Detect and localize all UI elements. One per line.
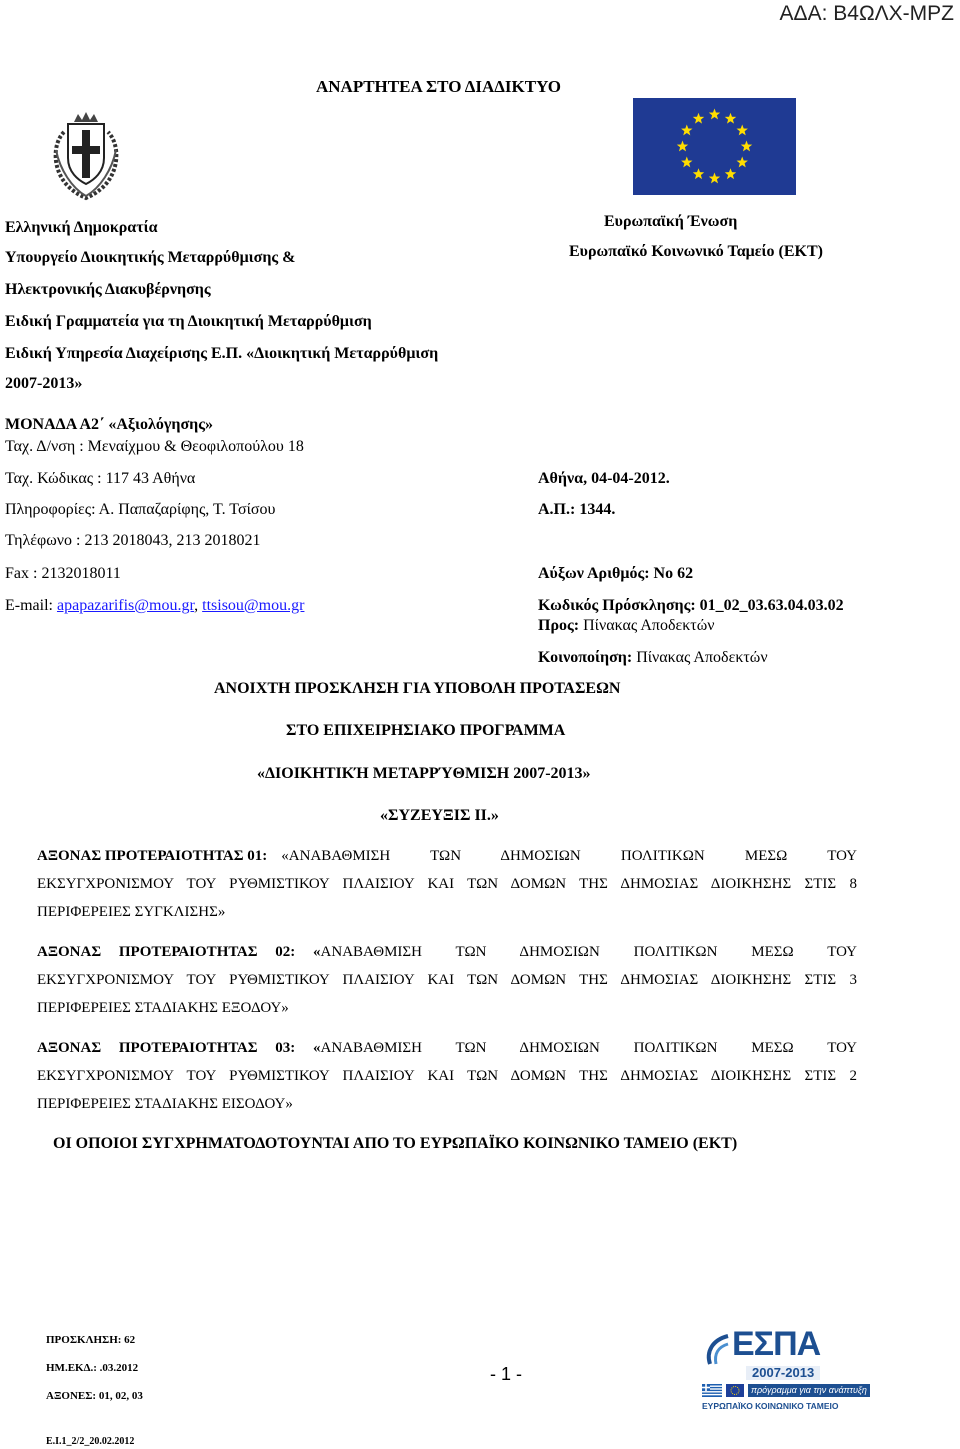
title-line-1: ΑΝΟΙΧΤΗ ΠΡΟΣΚΛΗΣΗ ΓΙΑ ΥΠΟΒΟΛΗ ΠΡΟΤΑΣΕΩΝ xyxy=(214,680,621,697)
espa-slogan: πρόγραμμα για την ανάπτυξη xyxy=(748,1384,870,1397)
axis-1-line-1: «ΑΝΑΒΑΘΜΙΣΗ ΤΩΝ ΔΗΜΟΣΙΩΝ ΠΟΛΙΤΙΚΩΝ ΜΕΣΩ ΤΟΥ xyxy=(281,848,857,864)
axis-2-line-3: ΠΕΡΙΦΕΡΕΙΕΣ ΣΤΑΔΙΑΚΗΣ ΕΞΟΔΟΥ» xyxy=(37,1000,289,1016)
eu-line-2: Ευρωπαϊκό Κοινωνικό Ταμείο (ΕΚΤ) xyxy=(569,243,823,260)
espa-arc-icon xyxy=(702,1332,732,1366)
email-link-2[interactable]: ttsisou@mou.gr xyxy=(202,597,305,614)
sender-line-4: Ειδική Γραμματεία για τη Διοικητική Μεταρρύθμιση xyxy=(5,313,372,330)
espa-logo-text: ΕΣΠΑ xyxy=(732,1325,821,1363)
title-line-4: «ΣΥΖΕΥΞΙΣ ΙΙ.» xyxy=(380,807,499,824)
eu-line-1: Ευρωπαϊκή Ένωση xyxy=(604,213,738,230)
sender-line-1: Ελληνική Δημοκρατία xyxy=(5,219,158,236)
axis-2-first-line xyxy=(37,942,857,962)
fax: Fax : 2132018011 xyxy=(5,565,121,582)
email-link-1[interactable]: apapazarifis@mou.gr xyxy=(56,597,195,614)
axis-3-line-3: ΠΕΡΙΦΕΡΕΙΕΣ ΣΤΑΔΙΑΚΗΣ ΕΙΣΟΔΟΥ» xyxy=(37,1096,293,1112)
espa-logo xyxy=(702,1325,867,1416)
eu-mini-flag-icon xyxy=(726,1384,744,1397)
phone: Τηλέφωνο : 213 2018043, 213 2018021 xyxy=(5,532,261,549)
email-separator: , xyxy=(194,597,203,614)
ada-code: ΑΔΑ: Β4ΩΛΧ-ΜΡΖ xyxy=(779,2,954,25)
footer-date: ΗΜ.ΕΚΔ.: .03.2012 xyxy=(46,1362,139,1374)
title-line-3: «ΔΙΟΙΚΗΤΙΚΉ ΜΕΤΑΡΡΎΘΜΙΣΗ 2007-2013» xyxy=(257,765,591,782)
recipients xyxy=(538,616,714,636)
footer-code: Ε.Ι.1_2/2_20.02.2012 xyxy=(46,1436,135,1447)
greek-emblem-icon xyxy=(44,110,128,202)
axis-3-label: ΑΞΟΝΑΣ ΠΡΟΤΕΡΑΙΟΤΗΤΑΣ 03: « xyxy=(37,1040,321,1056)
espa-fund: ΕΥΡΩΠΑΪΚΟ ΚΟΙΝΩΝΙΚΟ ΤΑΜΕΙΟ xyxy=(702,1401,839,1411)
axis-3-line-1: ΑΝΑΒΑΘΜΙΣΗ ΤΩΝ ΔΗΜΟΣΙΩΝ ΠΟΛΙΤΙΚΩΝ ΜΕΣΩ ΤΟΥ xyxy=(320,1040,857,1056)
axis-1-label: ΑΞΟΝΑΣ ΠΡΟΤΕΡΑΙΟΤΗΤΑΣ 01: xyxy=(37,848,268,864)
recipients-value: Πίνακας Αποδεκτών xyxy=(583,617,715,634)
page-number: - 1 - xyxy=(490,1364,523,1384)
protocol-number: Α.Π.: 1344. xyxy=(538,501,616,518)
greek-flag-icon xyxy=(702,1384,722,1397)
unit-name: ΜΟΝΑΔΑ Α2΄ «Αξιολόγησης» xyxy=(5,416,213,433)
call-code: Κωδικός Πρόσκλησης: 01_02_03.63.04.03.02 xyxy=(538,597,844,614)
posting-notice: ΑΝΑΡΤΗΤΕΑ ΣΤΟ ΔΙΑΔΙΚΤΥΟ xyxy=(316,77,561,96)
email-label: E-mail: xyxy=(5,597,57,614)
title-line-2: ΣΤΟ ΕΠΙΧΕΙΡΗΣΙΑΚΟ ΠΡΟΓΡΑΜΜΑ xyxy=(286,722,566,739)
axis-2-label: ΑΞΟΝΑΣ ΠΡΟΤΕΡΑΙΟΤΗΤΑΣ 02: « xyxy=(37,944,321,960)
sender-line-5: Ειδική Υπηρεσία Διαχείρισης Ε.Π. «Διοικητική Μεταρρύθμιση xyxy=(5,345,439,362)
axis-1-line-3: ΠΕΡΙΦΕΡΕΙΕΣ ΣΥΓΚΛΙΣΗΣ» xyxy=(37,904,226,920)
cofinance-statement: ΟΙ ΟΠΟΙΟΙ ΣΥΓΧΡΗΜΑΤΟΔΟΤΟΥΝΤΑΙ ΑΠΟ ΤΟ ΕΥΡΩΠΑΪΚΟ ΚΟΙΝΩΝΙΚΟ ΤΑΜΕΙΟ (ΕΚΤ) xyxy=(53,1135,738,1152)
axis-paragraph-3 xyxy=(37,1038,857,1114)
document-date: Αθήνα, 04-04-2012. xyxy=(538,470,670,487)
serial-number: Αύξων Αριθμός: Νο 62 xyxy=(538,565,694,582)
footer-call: ΠΡΟΣΚΛΗΣΗ: 62 xyxy=(46,1334,136,1346)
axis-3-line-2: ΕΚΣΥΓΧΡΟΝΙΣΜΟΥ ΤΟΥ ΡΥΘΜΙΣΤΙΚΟΥ ΠΛΑΙΣΙΟΥ ΚΑΙ ΤΩΝ ΔΟΜΩΝ ΤΗΣ ΔΗΜΟΣΙΑΣ ΔΙΟΙΚΗΣΗΣ ΣΤΙΣ 2 xyxy=(37,1068,857,1084)
sender-line-2: Υπουργείο Διοικητικής Μεταρρύθμισης & xyxy=(5,249,296,266)
sender-line-3: Ηλεκτρονικής Διακυβέρνησης xyxy=(5,281,211,298)
axis-paragraph-2 xyxy=(37,942,857,1018)
contact-info: Πληροφορίες: Α. Παπαζαρίφης, Τ. Τσίσου xyxy=(5,501,276,518)
postcode: Ταχ. Κώδικας : 117 43 Αθήνα xyxy=(5,470,196,487)
axis-2-line-1: ΑΝΑΒΑΘΜΙΣΗ ΤΩΝ ΔΗΜΟΣΙΩΝ ΠΟΛΙΤΙΚΩΝ ΜΕΣΩ ΤΟΥ xyxy=(320,944,857,960)
axis-1-line-2: ΕΚΣΥΓΧΡΟΝΙΣΜΟΥ ΤΟΥ ΡΥΘΜΙΣΤΙΚΟΥ ΠΛΑΙΣΙΟΥ ΚΑΙ ΤΩΝ ΔΟΜΩΝ ΤΗΣ ΔΗΜΟΣΙΑΣ ΔΙΟΙΚΗΣΗΣ ΣΤΙΣ 8 xyxy=(37,876,857,892)
email-line xyxy=(5,596,304,616)
address: Ταχ. Δ/νση : Μεναίχμου & Θεοφιλοπούλου 18 xyxy=(5,438,304,455)
axis-paragraph-1 xyxy=(37,846,857,922)
axis-3-first-line xyxy=(37,1038,857,1058)
sender-line-6: 2007-2013» xyxy=(5,375,83,392)
copy-to xyxy=(538,648,768,668)
axis-1-first-line xyxy=(37,846,857,866)
axis-2-line-2: ΕΚΣΥΓΧΡΟΝΙΣΜΟΥ ΤΟΥ ΡΥΘΜΙΣΤΙΚΟΥ ΠΛΑΙΣΙΟΥ ΚΑΙ ΤΩΝ ΔΟΜΩΝ ΤΗΣ ΔΗΜΟΣΙΑΣ ΔΙΟΙΚΗΣΗΣ ΣΤΙΣ 3 xyxy=(37,972,857,988)
copy-to-label: Κοινοποίηση: xyxy=(538,649,637,666)
espa-years: 2007-2013 xyxy=(746,1366,820,1380)
footer-axes: ΑΞΟΝΕΣ: 01, 02, 03 xyxy=(46,1390,143,1402)
copy-to-value: Πίνακας Αποδεκτών xyxy=(636,649,768,666)
eu-flag-icon xyxy=(633,98,796,195)
recipients-label: Προς: xyxy=(538,617,584,634)
